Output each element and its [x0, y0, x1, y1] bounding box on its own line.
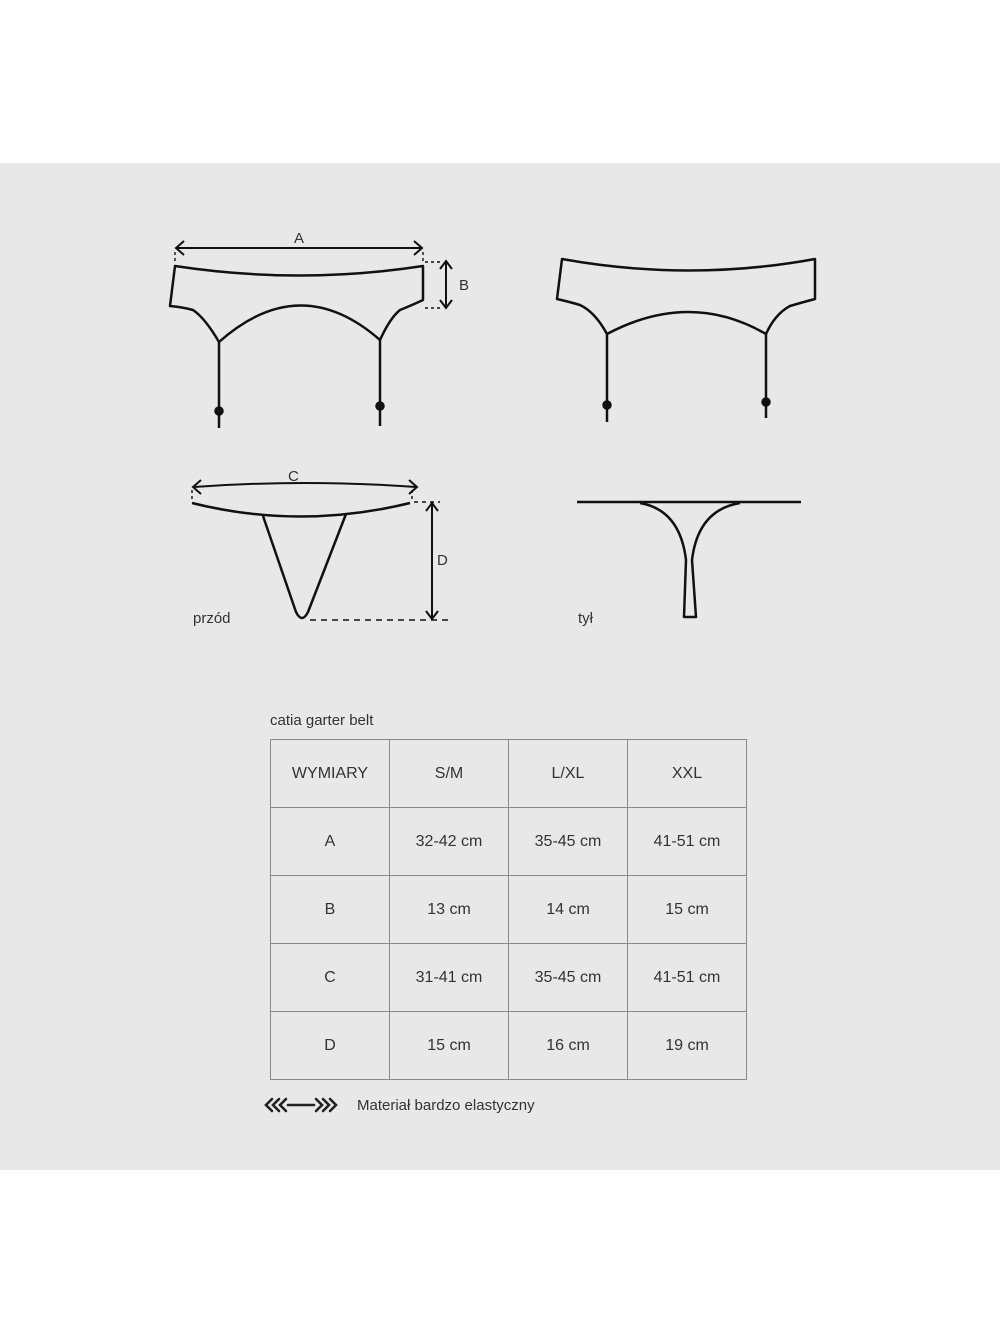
dimension-c-arrow	[192, 480, 417, 502]
table-cell: 31-41 cm	[390, 944, 509, 1012]
table-cell: 14 cm	[509, 876, 628, 944]
table-cell: 35-45 cm	[509, 808, 628, 876]
dimension-a-label: A	[294, 230, 305, 247]
table-cell: 15 cm	[628, 876, 747, 944]
front-view-label: przód	[193, 610, 231, 627]
table-title: catia garter belt	[270, 712, 374, 729]
header-cell: S/M	[390, 740, 509, 808]
table-cell: 41-51 cm	[628, 808, 747, 876]
table-cell: 15 cm	[390, 1012, 509, 1080]
elastic-legend	[262, 1094, 340, 1116]
dimension-b-label: B	[459, 277, 470, 294]
table-cell: C	[271, 944, 390, 1012]
table-cell: D	[271, 1012, 390, 1080]
dimension-b-arrow	[425, 261, 452, 308]
table-cell: 13 cm	[390, 876, 509, 944]
table-cell: A	[271, 808, 390, 876]
table-cell: 41-51 cm	[628, 944, 747, 1012]
garter-belt-front-drawing	[170, 266, 423, 428]
table-row	[271, 876, 747, 944]
dimension-c-label: C	[288, 468, 299, 485]
table-cell: 32-42 cm	[390, 808, 509, 876]
table-row	[271, 944, 747, 1012]
elastic-arrows-icon	[262, 1094, 340, 1116]
table-cell: 19 cm	[628, 1012, 747, 1080]
table-cell: B	[271, 876, 390, 944]
legend-text: Materiał bardzo elastyczny	[357, 1097, 535, 1114]
table-row	[271, 808, 747, 876]
header-cell: XXL	[628, 740, 747, 808]
back-view-label: tył	[578, 610, 593, 627]
thong-back-drawing	[577, 502, 801, 617]
size-table	[270, 739, 747, 1080]
garter-belt-back-drawing	[557, 259, 815, 422]
table-cell: 35-45 cm	[509, 944, 628, 1012]
thong-front-drawing	[192, 503, 410, 618]
dimension-d-arrow	[310, 502, 448, 620]
header-cell: WYMIARY	[271, 740, 390, 808]
table-cell: 16 cm	[509, 1012, 628, 1080]
table-row	[271, 1012, 747, 1080]
header-cell: L/XL	[509, 740, 628, 808]
table-header-row	[271, 740, 747, 808]
dimension-d-label: D	[437, 552, 448, 569]
